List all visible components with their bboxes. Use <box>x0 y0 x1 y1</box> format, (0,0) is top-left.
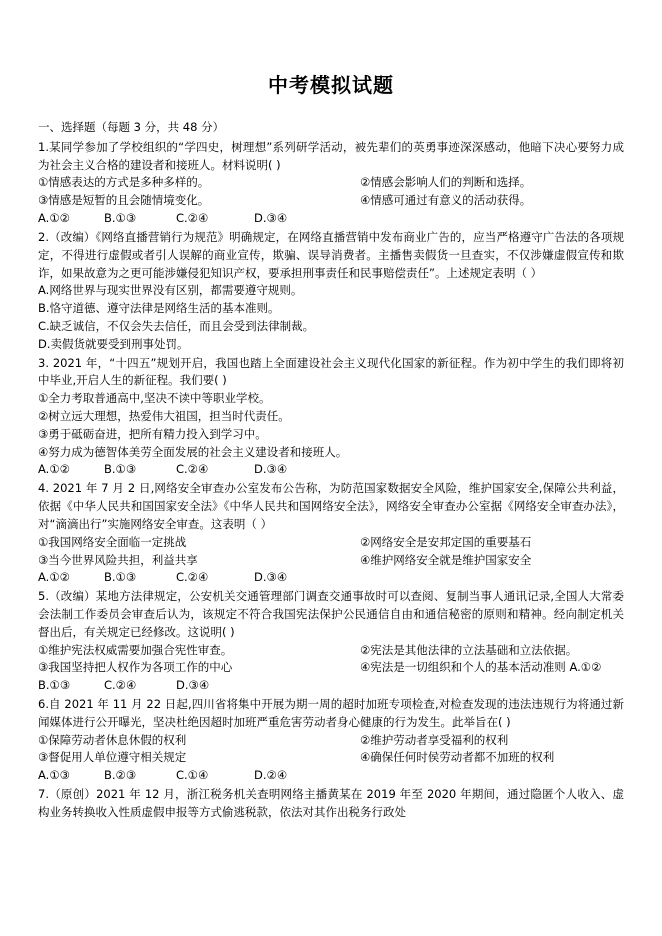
choice-item: ①情感表达的方式是多种多样的。 <box>38 175 210 190</box>
option-c[interactable]: C.②④ <box>176 211 209 226</box>
choice-row <box>38 749 624 767</box>
question-stem: 3. 2021 年，“十四五”规划开启，我国也踏上全面建设社会主义现代化国家的新征程。作为初中学生的我们即将初中毕业,开启人生的新征程。我们要( ) <box>38 355 624 388</box>
options-row <box>38 767 624 785</box>
choice-item: ③我国坚持把人权作为各项工作的中心 <box>38 660 233 675</box>
choice-item: ②情感会影响人们的判断和选择。 <box>360 175 532 190</box>
options-row <box>38 677 624 695</box>
option-a[interactable]: A.网络世界与现实世界没有区别，都需要遵守规则。 <box>38 283 303 298</box>
option-b[interactable]: B.①③ <box>38 678 71 693</box>
choice-item: ③勇于砥砺奋进，把所有精力投入到学习中。 <box>38 426 267 441</box>
choice-row <box>38 659 624 677</box>
choice-row <box>38 534 624 552</box>
option-b[interactable]: B.①③ <box>104 570 137 585</box>
options-row <box>38 210 624 228</box>
choice-item: ①全力考取普通高中,坚决不读中等职业学校。 <box>38 391 271 406</box>
choice-row <box>38 174 624 192</box>
option-d[interactable]: D.卖假货就要受到刑事处罚。 <box>38 336 189 351</box>
choice-item: ①维护宪法权威需要加强合宪性审查。 <box>38 642 233 657</box>
option-d[interactable]: D.②④ <box>254 768 288 783</box>
choice-item: ②网络安全是安邦定国的重要基石 <box>360 534 532 549</box>
question-4 <box>38 480 624 587</box>
option-b[interactable]: B.①③ <box>104 211 137 226</box>
page-title: 中考模拟试题 <box>268 73 394 97</box>
choice-item: ③情感是短暂的且会随情境变化。 <box>38 193 210 208</box>
question-2 <box>38 229 624 354</box>
option-d[interactable]: D.③④ <box>254 570 288 585</box>
option-c[interactable]: C.②④ <box>176 462 209 477</box>
option-b[interactable]: B.①③ <box>104 462 137 477</box>
option-d[interactable]: D.③④ <box>176 678 210 693</box>
question-stem: 4. 2021 年 7 月 2 日,网络安全审查办公室发布公告称，为防范国家数据安全风险，维护国家安全,保障公共利益，依据《中华人民共和国国家安全法》《中华人民共和国网络安全法》，网络安全审查办公室据《网络安全审查办法》，对“滴滴出行”实施网络安全审查。这表明（ ） <box>38 481 624 531</box>
option-c[interactable]: C.①④ <box>176 768 209 783</box>
options-row <box>38 461 624 479</box>
question-5 <box>38 588 624 695</box>
question-stem: 1.某同学参加了学校组织的“学四史，树理想”系列研学活动，被先辈们的英勇事迹深深感动，他暗下决心要努力成为社会主义合格的建设者和接班人。材料说明( ) <box>38 139 624 172</box>
option-d[interactable]: D.③④ <box>254 211 288 226</box>
choice-row <box>38 192 624 210</box>
option-a[interactable]: A.①② <box>38 462 70 477</box>
choice-item: ②维护劳动者享受福利的权利 <box>360 732 509 747</box>
option-b[interactable]: B.恪守道德、遵守法律是网络生活的基本准则。 <box>38 301 280 316</box>
choice-row <box>38 642 624 660</box>
choice-item: ①我国网络安全面临一定挑战 <box>38 534 187 549</box>
option-a[interactable]: A.①② <box>38 570 70 585</box>
question-1 <box>38 139 624 228</box>
question-3 <box>38 355 624 480</box>
option-c[interactable]: C.②④ <box>104 678 137 693</box>
option-a[interactable]: A.①② <box>38 211 70 226</box>
choice-item: ④维护网络安全就是维护国家安全 <box>360 552 532 567</box>
choice-row <box>38 732 624 750</box>
question-stem: 2.（改编）《网络直播营销行为规范》明确规定，在网络直播营销中发布商业广告的，应当严格遵守广告法的各项规定，不得进行虚假或者引人误解的商业宣传，欺骗、误导消费者。主播售卖假货一旦查实，不仅涉嫌虚假宣传和欺诈，如果故意为之更可能涉嫌侵犯知识产权，要承担刑事责任和民事赔偿责任”。上述规定表明（ ） <box>38 229 624 280</box>
choice-item: ①保障劳动者休息休假的权利 <box>38 732 187 747</box>
question-stem: 5.（改编）某地方法律规定，公安机关交通管理部门调查交通事故时可以查阅、复制当事人通讯记录,全国人大常委会法制工作委员会审查后认为，该规定不符合我国宪法保护公民通信自由和通信秘密的原则和精神。经向制定机关督出后，有关规定已经修改。这说明( ) <box>38 589 624 639</box>
option-c[interactable]: C.缺乏诚信，不仅会失去信任，而且会受到法律制裁。 <box>38 318 315 333</box>
choice-item: ④努力成为德智体美劳全面发展的社会主义建设者和接班人。 <box>38 444 348 459</box>
option-b[interactable]: B.②③ <box>104 768 137 783</box>
choice-item: ③当今世界风险共担，利益共享 <box>38 552 198 567</box>
section-heading: 一、选择题（每题 3 分，共 48 分） <box>38 120 225 134</box>
question-stem: 7.（原创）2021 年 12 月，浙江税务机关查明网络主播黄某在 2019 年至 2020 年期间，通过隐匿个人收入、虚构业务转换收入性质虚假申报等方式偷逃税款，依法对其作出税务行政处 <box>38 787 624 819</box>
option-a[interactable]: A.①③ <box>38 768 70 783</box>
option-d[interactable]: D.③④ <box>254 462 288 477</box>
choice-item: ②宪法是其他法律的立法基础和立法依据。 <box>360 642 578 657</box>
question-6 <box>38 696 624 785</box>
choice-item: ④宪法是一切组织和个人的基本活动准则 A.①② <box>360 660 602 675</box>
choice-item: ④情感可通过有意义的活动获得。 <box>360 193 532 208</box>
choice-item: ③督促用人单位遵守相关规定 <box>38 750 187 765</box>
option-c[interactable]: C.②④ <box>176 570 209 585</box>
options-block <box>38 282 624 353</box>
choice-item: ②树立远大理想，热爱伟大祖国，担当时代责任。 <box>38 409 290 423</box>
question-stem: 6.自 2021 年 11 月 22 日起,四川省将集中开展为期一周的超时加班专项检查,对检查发现的违法违规行为将通过新闻媒体进行公开曝光，坚决杜绝因超时加班严重危害劳动者身心健康的行为发生。此举旨在( ) <box>38 697 624 729</box>
options-row <box>38 569 624 587</box>
question-7 <box>38 786 624 822</box>
choice-block <box>38 390 624 461</box>
choice-row <box>38 552 624 570</box>
choice-item: ④确保任何时侯劳动者都不加班的权利 <box>360 750 555 765</box>
